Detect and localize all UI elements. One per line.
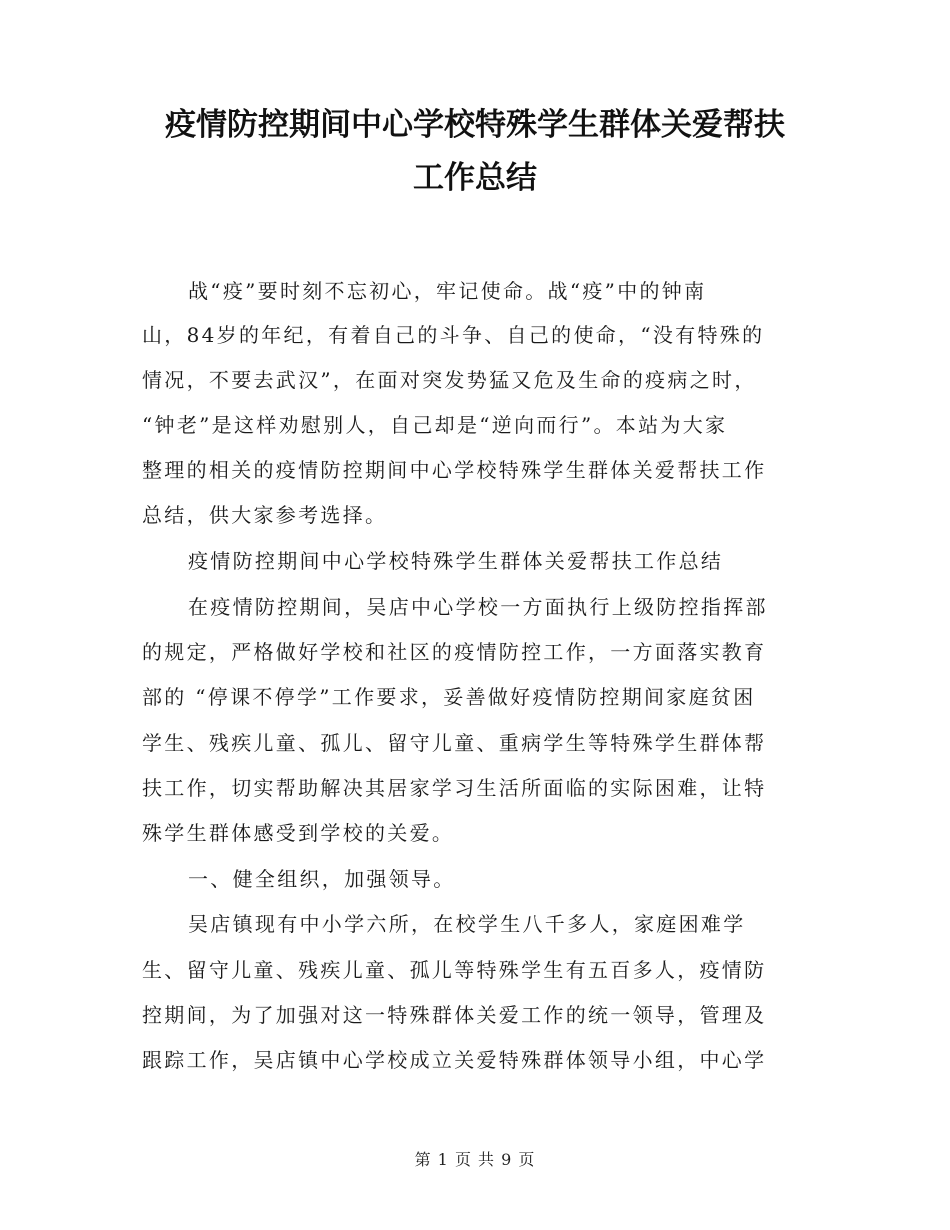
section-heading: 一、健全组织，加强领导。 [188,867,456,891]
paragraph-line: “钟老”是这样劝慰别人，自己却是“逆向而行”。本站为大家 [142,413,728,437]
paragraph-line: 生、留守儿童、残疾儿童、孤儿等特殊学生有五百多人，疫情防 [142,958,767,982]
paragraph-line: 跟踪工作，吴店镇中心学校成立关爱特殊群体领导小组，中心学 [142,1048,767,1072]
paragraph-line: 扶工作，切实帮助解决其居家学习生活所面临的实际困难，让特 [142,776,767,800]
page-number-footer: 第 1 页 共 9 页 [414,1150,536,1169]
paragraph-line: 情况，不要去武汉”，在面对突发势猛又危及生命的疫病之时， [142,368,757,392]
paragraph-line: 在疫情防控期间，吴店中心学校一方面执行上级防控指挥部 [188,595,768,619]
paragraph-line: 疫情防控期间中心学校特殊学生群体关爱帮扶工作总结 [188,549,724,573]
paragraph-line: 整理的相关的疫情防控期间中心学校特殊学生群体关爱帮扶工作 [142,458,767,482]
paragraph-line: 殊学生群体感受到学校的关爱。 [142,821,455,845]
document-title-line-1: 疫情防控期间中心学校特殊学生群体关爱帮扶 [165,107,785,143]
paragraph-line: 战“疫”要时刻不忘初心，牢记使命。战“疫”中的钟南 [188,279,707,303]
document-title-line-2: 工作总结 [413,160,537,196]
paragraph-line: 山，84岁的年纪，有着自己的斗争、自己的使命，“没有特殊的 [142,323,765,347]
paragraph-line: 总结，供大家参考选择。 [142,503,388,527]
paragraph-line: 控期间，为了加强对这一特殊群体关爱工作的统一领导，管理及 [142,1003,767,1027]
paragraph-line: 学生、残疾儿童、孤儿、留守儿童、重病学生等特殊学生群体帮 [142,731,767,755]
paragraph-line: 的规定，严格做好学校和社区的疫情防控工作，一方面落实教育 [142,640,767,664]
paragraph-line: 部的 “停课不停学”工作要求，妥善做好疫情防控期间家庭贫困 [142,685,756,709]
paragraph-line: 吴店镇现有中小学六所，在校学生八千多人，家庭困难学 [188,912,746,936]
